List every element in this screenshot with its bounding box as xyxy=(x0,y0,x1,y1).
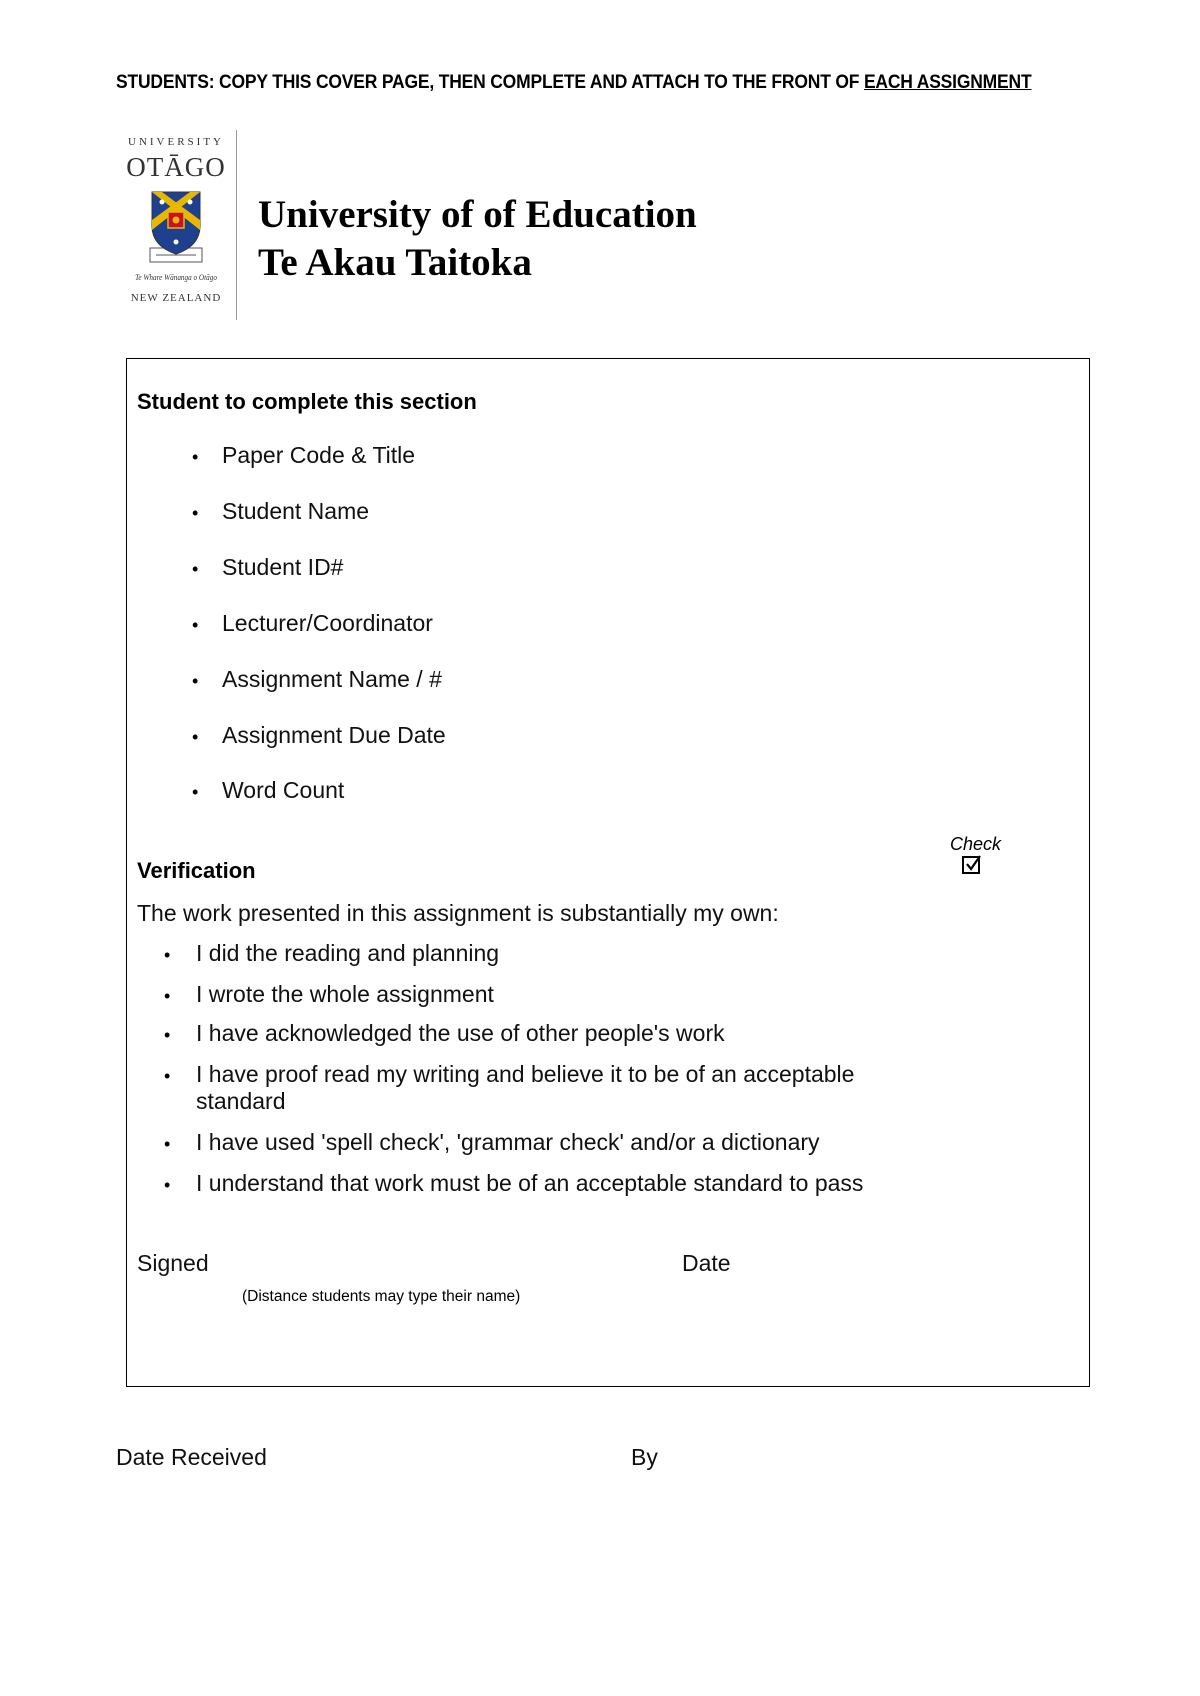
checkmark-icon xyxy=(965,855,981,873)
signed-field[interactable]: Signed xyxy=(137,1250,209,1276)
bullet-icon: • xyxy=(192,615,199,635)
bullet-icon: • xyxy=(192,503,199,523)
bullet-icon: • xyxy=(192,782,199,802)
bullet-icon: • xyxy=(192,559,199,579)
bullet-icon: • xyxy=(164,986,171,1006)
verification-intro: The work presented in this assignment is substantially my own: xyxy=(137,900,779,926)
field-label: Student ID# xyxy=(222,554,344,580)
logo-country-text: NEW ZEALAND xyxy=(130,292,222,304)
page-title-line2: Te Akau Taitoka xyxy=(258,241,532,284)
signature-date-field[interactable]: Date xyxy=(682,1250,731,1276)
logo-otago-text: OTĀGO xyxy=(126,152,226,182)
instruction-text: STUDENTS: COPY THIS COVER PAGE, THEN COMPLETE AND ATTACH TO THE FRONT OF xyxy=(116,72,864,93)
check-column-label: Check xyxy=(950,834,1002,854)
received-by-field[interactable]: By xyxy=(631,1444,658,1470)
bullet-icon: • xyxy=(192,727,199,747)
bullet-icon: • xyxy=(192,447,199,467)
verification-item-text: I have proof read my writing and believe it to be of an acceptable standard xyxy=(196,1061,855,1114)
bullet-icon: • xyxy=(164,1025,171,1045)
verification-item-text: I wrote the whole assignment xyxy=(196,981,494,1007)
field-label: Word Count xyxy=(222,777,345,803)
bullet-icon: • xyxy=(164,1066,171,1086)
bullet-icon: • xyxy=(164,945,171,965)
logo-university-text: UNIVERSITY xyxy=(128,136,224,148)
bullet-icon: • xyxy=(164,1134,171,1154)
page-title-line1: University of of Education xyxy=(258,193,697,236)
field-label: Paper Code & Title xyxy=(222,442,416,468)
field-label: Assignment Name / # xyxy=(222,666,442,692)
date-received-field[interactable]: Date Received xyxy=(116,1444,267,1470)
verification-heading: Verification xyxy=(137,858,256,883)
verification-checkbox[interactable] xyxy=(962,856,980,874)
field-label: Assignment Due Date xyxy=(222,722,446,748)
field-label: Lecturer/Coordinator xyxy=(222,610,433,636)
logo-divider xyxy=(236,130,237,320)
verification-item-text: I have acknowledged the use of other people's work xyxy=(196,1020,725,1046)
verification-item-text: I have used 'spell check', 'grammar check' and/or a dictionary xyxy=(196,1129,820,1155)
instruction-banner xyxy=(116,72,1031,94)
section-heading: Student to complete this section xyxy=(137,389,477,414)
instruction-underlined: EACH ASSIGNMENT xyxy=(863,72,1032,93)
field-label: Student Name xyxy=(222,498,370,524)
university-crest-icon xyxy=(148,190,204,266)
verification-item-text: I understand that work must be of an acceptable standard to pass xyxy=(196,1170,864,1196)
bullet-icon: • xyxy=(192,671,199,691)
logo-motto-text: Te Whare Wānanga o Otāgo xyxy=(135,273,217,282)
bullet-icon: • xyxy=(164,1175,171,1195)
distance-students-note: (Distance students may type their name) xyxy=(242,1288,521,1305)
verification-item-text: I did the reading and planning xyxy=(196,940,500,966)
university-logo xyxy=(116,130,236,320)
